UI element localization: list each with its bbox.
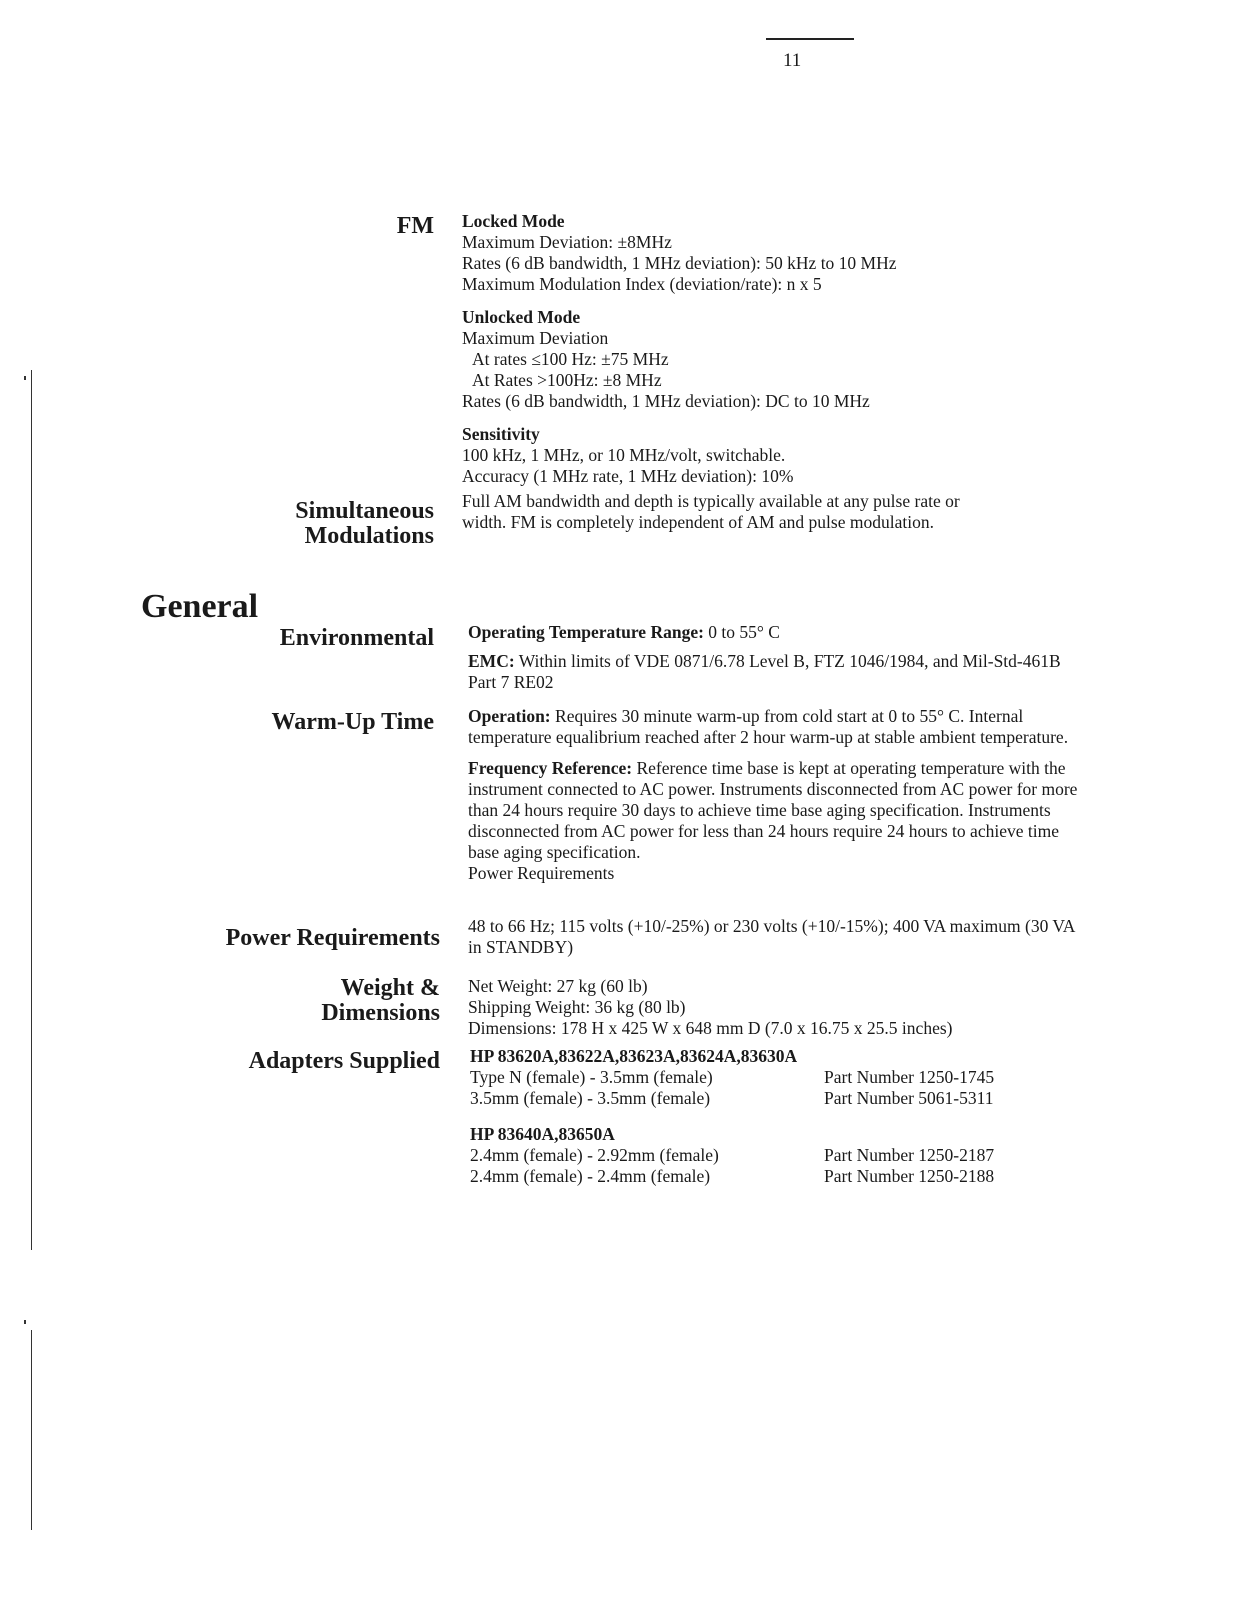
spec-line: At Rates >100Hz: ±8 MHz [472, 370, 662, 390]
power-requirements-label: Power Requirements [225, 925, 440, 951]
adapter-part-number: Part Number 1250-2187 [824, 1145, 995, 1165]
warm-up-time-text [468, 706, 1088, 884]
adapter-group-heading: HP 83620A,83622A,83623A,83624A,83630A [470, 1046, 798, 1066]
label-line: Dimensions [321, 1000, 440, 1026]
simultaneous-modulations-text [462, 491, 1102, 533]
scan-edge-line-lower [31, 1330, 32, 1530]
page-number: 11 [783, 50, 802, 71]
spec-line: Rates (6 dB bandwidth, 1 MHz deviation): 50 kHz to 10 MHz [462, 253, 897, 273]
weight-dimensions-text [468, 976, 1088, 1039]
unlocked-mode-heading: Unlocked Mode [462, 307, 581, 327]
label-line: Weight & [340, 975, 440, 1001]
locked-mode-heading: Locked Mode [462, 211, 565, 231]
spec-line: Shipping Weight: 36 kg (80 lb) [468, 997, 686, 1017]
spec-line: Maximum Deviation [462, 328, 609, 348]
adapters-supplied-label: Adapters Supplied [248, 1048, 440, 1074]
adapter-desc: 2.4mm (female) - 2.4mm (female) [470, 1166, 711, 1186]
value: Reference time base is kept at operating temperature with the instrument connected to AC power. Instruments disconnected from AC power for more than 24 hours require 30 days to achieve time base aging specification. Instruments disconnected from AC power for less than 24 hours require 24 hours to achieve time base aging specification. [468, 758, 1078, 862]
adapter-desc: 2.4mm (female) - 2.92mm (female) [470, 1145, 719, 1165]
fm-locked-mode [462, 211, 1102, 295]
adapter-row [470, 1145, 1070, 1166]
scan-edge-line [31, 370, 32, 1250]
spec-line: Dimensions: 178 H x 425 W x 648 mm D (7.0 x 16.75 x 25.5 inches) [468, 1018, 953, 1038]
value: Within limits of VDE 0871/6.78 Level B, FTZ 1046/1984, and Mil-Std-461B Part 7 RE02 [468, 651, 1061, 692]
fm-label: FM [396, 213, 434, 239]
weight-dimensions-label [321, 976, 440, 1026]
spec-line: Maximum Deviation: ±8MHz [462, 232, 672, 252]
spec-line: At rates ≤100 Hz: ±75 MHz [472, 349, 669, 369]
adapter-part-number: Part Number 1250-2188 [824, 1166, 995, 1186]
spec-line: Net Weight: 27 kg (60 lb) [468, 976, 648, 996]
adapter-group-heading: HP 83640A,83650A [470, 1124, 615, 1144]
label-line: Simultaneous [295, 498, 434, 524]
spec-line: Accuracy (1 MHz rate, 1 MHz deviation): 10% [462, 466, 794, 486]
adapter-part-number: Part Number 1250-1745 [824, 1067, 995, 1087]
fm-sensitivity [462, 424, 1102, 487]
spec-line: Power Requirements [468, 863, 615, 883]
value: Requires 30 minute warm-up from cold start at 0 to 55° C. Internal temperature equalibrium reached after 2 hour warm-up at stable ambient temperature. [468, 706, 1069, 747]
power-requirements-text [468, 916, 1088, 958]
scan-speck [24, 376, 26, 380]
spec-line: Full AM bandwidth and depth is typically available at any pulse rate or [462, 491, 960, 511]
spec-line: Rates (6 dB bandwidth, 1 MHz deviation): DC to 10 MHz [462, 391, 870, 411]
adapter-row [470, 1088, 1070, 1109]
label-line: Modulations [304, 523, 434, 549]
header-rule [766, 38, 854, 40]
fm-unlocked-mode [462, 307, 1102, 412]
term: Operation: [468, 706, 551, 726]
adapter-desc: Type N (female) - 3.5mm (female) [470, 1067, 713, 1087]
environmental-text [468, 622, 1088, 693]
spec-line: 100 kHz, 1 MHz, or 10 MHz/volt, switchable. [462, 445, 786, 465]
sensitivity-heading: Sensitivity [462, 424, 540, 444]
term: Frequency Reference: [468, 758, 633, 778]
spec-line: width. FM is completely independent of AM and pulse modulation. [462, 512, 934, 532]
adapter-row [470, 1166, 1070, 1187]
scan-speck [24, 1320, 26, 1324]
warm-up-time-label: Warm-Up Time [271, 709, 434, 735]
term: EMC: [468, 651, 515, 671]
section-title-general: General [141, 588, 259, 625]
value: 0 to 55° C [708, 622, 780, 642]
environmental-label: Environmental [279, 625, 434, 651]
adapters-group [470, 1124, 1070, 1187]
adapter-part-number: Part Number 5061-5311 [824, 1088, 994, 1108]
simultaneous-modulations-label [295, 499, 434, 549]
value: 48 to 66 Hz; 115 volts (+10/-25%) or 230 volts (+10/-15%); 400 VA maximum (30 VA in STANDBY) [468, 916, 1075, 957]
adapter-row [470, 1067, 1070, 1088]
adapters-group [470, 1046, 1070, 1109]
adapter-desc: 3.5mm (female) - 3.5mm (female) [470, 1088, 711, 1108]
term: Operating Temperature Range: [468, 622, 704, 642]
spec-line: Maximum Modulation Index (deviation/rate): n x 5 [462, 274, 822, 294]
